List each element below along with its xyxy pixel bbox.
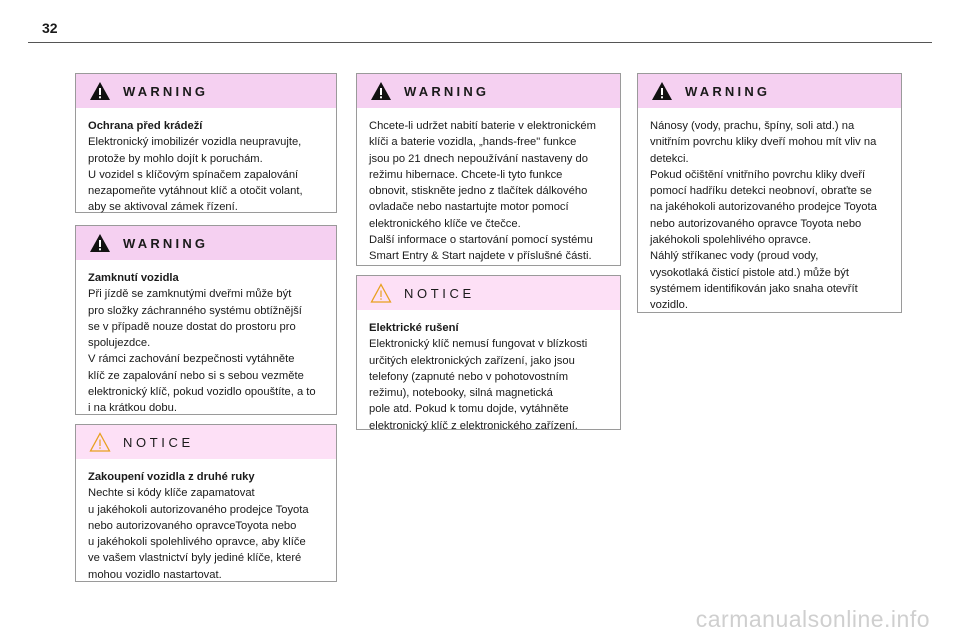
warning-body bbox=[76, 108, 336, 226]
notice-body bbox=[76, 459, 336, 593]
notice-body bbox=[357, 310, 620, 444]
box-heading: Elektrické rušení bbox=[369, 322, 459, 334]
box-text: Chcete-li udržet nabití baterie v elektronickém klíči a baterie vozidla, „hands-free" funkce jsou po 21 dnech nepoužívání nastaveny do režimu hibernace. Chcete-li tyto funkce obnovit, stiskněte jedno z tlačítek dálkového ovladače nebo nastartujte motor pomocí elektronického klíče ve čtečce. Další informace o startování pomocí systému Smart Entry & Start najdete v příslušné části. bbox=[369, 120, 596, 263]
caution-icon bbox=[370, 283, 392, 303]
watermark: carmanualsonline.info bbox=[695, 606, 930, 632]
box-text: Nánosy (vody, prachu, špíny, soli atd.) na vnitřním povrchu kliky dveří mohou mít vliv na detekci. Pokud očištění vnitřního povrchu kliky dveří pomocí hadříku detekci neobnoví, obraťte se na jakéhokoli autorizovaného prodejce Toyota nebo autorizovaného opravce Toyota nebo jakéhokoli spolehlivého opravce. Náhlý stříkanec vody (proud vody, vysokotlaká čisticí pistole atd.) může být systémem identifikován jako snaha otevřít vozidlo. bbox=[650, 120, 877, 312]
warning-box-battery bbox=[356, 73, 621, 266]
box-heading: Ochrana před krádeží bbox=[88, 120, 203, 132]
notice-header bbox=[76, 425, 336, 459]
caution-icon bbox=[89, 432, 111, 452]
page-number: 32 bbox=[42, 20, 58, 36]
warning-icon bbox=[651, 81, 673, 101]
notice-box-used-vehicle bbox=[75, 424, 337, 582]
box-text: Elektronický imobilizér vozidla neupravujte, protože by mohlo dojít k poruchám. U vozidel s klíčovým spínačem zapalování nezapomeňte vytáhnout klíč a otočit volant, aby se aktivoval zámek řízení. bbox=[88, 136, 303, 214]
warning-body bbox=[76, 260, 336, 427]
warning-box-theft-protection bbox=[75, 73, 337, 213]
warning-title: WARNING bbox=[404, 83, 490, 99]
header-divider bbox=[28, 42, 932, 43]
notice-title: NOTICE bbox=[404, 285, 475, 301]
warning-header bbox=[638, 74, 901, 108]
warning-body bbox=[638, 108, 901, 324]
notice-title: NOTICE bbox=[123, 434, 194, 450]
warning-title: WARNING bbox=[685, 83, 771, 99]
box-text: Elektronický klíč nemusí fungovat v blízkosti určitých elektronických zařízení, jako jsou telefony (zapnuté nebo v pohotovostním režimu), notebooky, silná magnetická pole atd. Pokud k tomu dojde, vytáhněte elektronický klíč z elektronického zařízení. bbox=[369, 338, 588, 432]
notice-header bbox=[357, 276, 620, 310]
box-heading: Zamknutí vozidla bbox=[88, 272, 179, 284]
warning-title: WARNING bbox=[123, 83, 209, 99]
box-text: Při jízdě se zamknutými dveřmi může být pro složky záchranného systému obtížnější se v případě nouze dostat do prostoru pro spolujezdce. V rámci zachování bezpečnosti vytáhněte klíč ze zapalování nebo si s sebou vezměte elektronický klíč, pokud vozidlo opouštíte, a to i na krátkou dobu. bbox=[88, 288, 316, 415]
notice-box-electrical-interference bbox=[356, 275, 621, 430]
warning-icon bbox=[370, 81, 392, 101]
warning-icon bbox=[89, 233, 111, 253]
box-text: Nechte si kódy klíče zapamatovat u jakéhokoli autorizovaného prodejce Toyota nebo autorizovaného opravceToyota nebo u jakéhokoli spolehlivého opravce, aby klíče ve vašem vlastnictví byly jediné klíče, které mohou vozidlo nastartovat. bbox=[88, 487, 309, 581]
warning-header bbox=[357, 74, 620, 108]
warning-icon bbox=[89, 81, 111, 101]
warning-body bbox=[357, 108, 620, 275]
warning-header bbox=[76, 226, 336, 260]
warning-box-door-handle-deposits bbox=[637, 73, 902, 313]
box-heading: Zakoupení vozidla z druhé ruky bbox=[88, 471, 255, 483]
warning-header bbox=[76, 74, 336, 108]
warning-box-vehicle-locking bbox=[75, 225, 337, 415]
warning-title: WARNING bbox=[123, 235, 209, 251]
